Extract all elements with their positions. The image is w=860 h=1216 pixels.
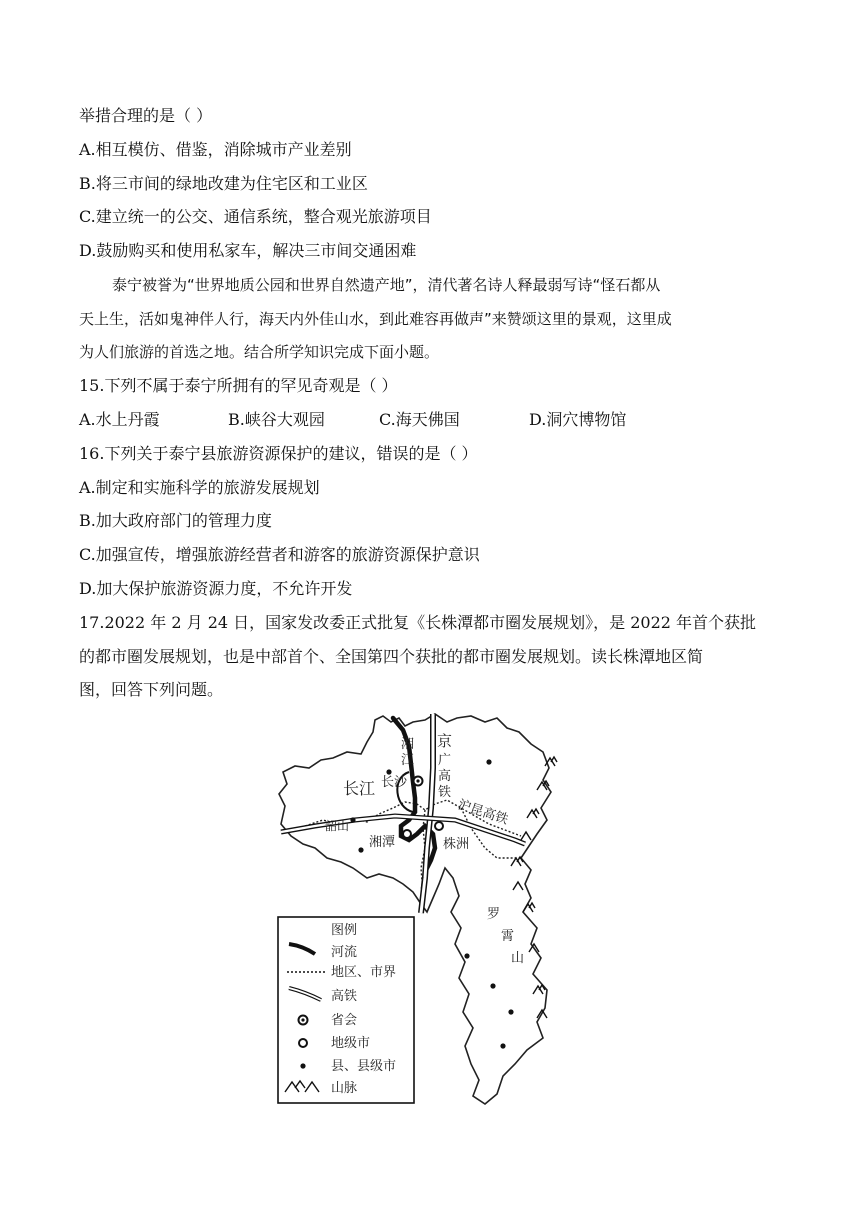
q17-line-2: 的都市圈发展规划，也是中部首个、全国第四个获批的都市圈发展规划。读长株潭地区简 [79, 647, 704, 666]
q14-option-b: B.将三市间的绿地改建为住宅区和工业区 [79, 174, 368, 193]
q14-option-c: C.建立统一的公交、通信系统，整合观光旅游项目 [79, 207, 432, 226]
q14-stem-tail: 举措合理的是（ ） [79, 106, 213, 125]
label-jing-4: 铁 [438, 785, 452, 800]
zhuzhou-marker [435, 822, 443, 830]
label-changsha: 长沙 [381, 775, 408, 790]
label-changjiang: 长江 [343, 779, 376, 798]
label-xiang-1: 湘 [401, 737, 415, 752]
q15-option-d: D.洞穴博物馆 [529, 410, 627, 429]
label-xiangtan: 湘潭 [369, 835, 396, 850]
q16-option-d: D.加大保护旅游资源力度，不允许开发 [79, 579, 353, 598]
q15-option-b: B.峡谷大观园 [228, 410, 325, 429]
legend-county: 县、县级市 [331, 1059, 397, 1074]
q16-option-c: C.加强宣传，增强旅游经营者和游客的旅游资源保护意识 [79, 545, 480, 564]
q15-option-c: C.海天佛国 [379, 410, 460, 429]
q14-option-a: A.相互模仿、借鉴，消除城市产业差别 [79, 140, 352, 159]
label-xiang-2: 江 [401, 753, 415, 768]
q15-stem: 15.下列不属于泰宁所拥有的罕见奇观是（ ） [79, 376, 398, 395]
label-jing-1: 京 [437, 732, 453, 750]
label-xiao: 霄 [501, 929, 515, 944]
label-shaoshan: 韶山 [325, 819, 350, 833]
map-legend [278, 917, 414, 1103]
changzhutan-map [275, 708, 575, 1108]
label-zhuzhou: 株洲 [443, 837, 470, 852]
q16-option-a: A.制定和实施科学的旅游发展规划 [79, 478, 320, 497]
label-luo: 罗 [487, 907, 501, 922]
label-jing-2: 广 [438, 753, 452, 768]
label-hukun: 沪昆高铁 [455, 797, 510, 828]
q15-option-a: A.水上丹霞 [79, 410, 160, 429]
legend-river: 河流 [331, 945, 358, 960]
legend-county-symbol [300, 1063, 305, 1068]
q14-option-d: D.鼓励购买和使用私家车，解决三市间交通困难 [79, 241, 417, 260]
label-shan: 山 [511, 951, 525, 966]
legend-boundary: 地区、市界 [331, 965, 397, 980]
q16-option-b: B.加大政府部门的管理力度 [79, 511, 272, 530]
label-jing-3: 高 [438, 769, 452, 784]
passage-line-1: 泰宁被誉为“世界地质公园和世界自然遗产地”，清代著名诗人释最弱写诗“怪石都从 [112, 276, 661, 294]
legend-hsr: 高铁 [331, 989, 358, 1004]
legend-capital: 省会 [331, 1013, 358, 1028]
q16-stem: 16.下列关于泰宁县旅游资源保护的建议，错误的是（ ） [79, 444, 478, 463]
passage-line-3: 为人们旅游的首选之地。结合所学知识完成下面小题。 [79, 343, 440, 361]
legend-title: 图例 [331, 923, 358, 938]
q17-line-3: 图，回答下列问题。 [79, 680, 224, 699]
passage-line-2: 天上生，活如鬼神伴人行，海天内外佳山水，到此难容再做声”来赞颂这里的景观，这里成 [79, 310, 672, 328]
legend-prefecture: 地级市 [331, 1036, 371, 1051]
q17-line-1: 17.2022 年 2 月 24 日，国家发改委正式批复《长株潭都市圈发展规划》，是 2022 年首个获批 [79, 613, 757, 632]
legend-prefecture-symbol [299, 1039, 307, 1047]
legend-mountain: 山脉 [331, 1081, 358, 1096]
xiangtan-marker [403, 830, 411, 838]
shaoshan-marker [350, 817, 355, 822]
